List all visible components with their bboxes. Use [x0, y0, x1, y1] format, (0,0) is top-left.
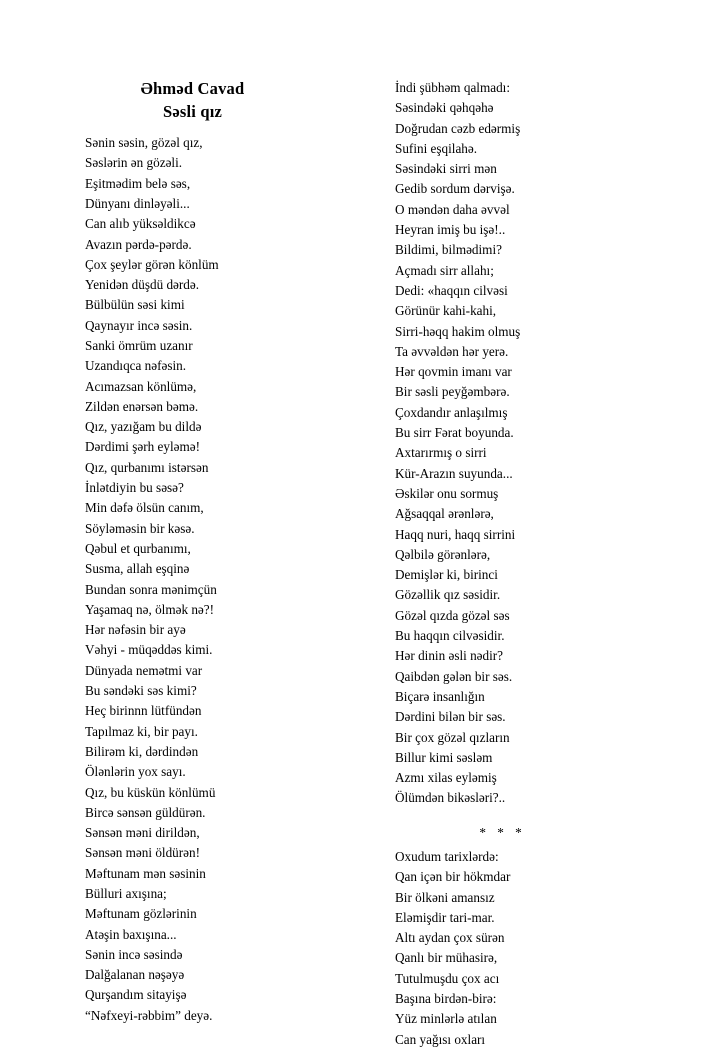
verse-line: Sənin səsin, gözəl qız, — [85, 135, 203, 151]
verse-line: Kür-Arazın suyunda... — [395, 465, 513, 481]
verse-line: Bundan sonra mənimçün — [85, 581, 217, 597]
verse-line: O məndən daha əvvəl — [395, 201, 510, 217]
verse-line: Səsindəki sirri mən — [395, 161, 497, 177]
verse-line: Bu haqqın cilvəsidir. — [395, 628, 505, 644]
verse-line: Ta əvvəldən hər yerə. — [395, 343, 509, 359]
verse-line: Oxudum tarixlərdə: — [395, 848, 499, 864]
verse-line: Acımazsan könlümə, — [85, 378, 197, 394]
verse-line: Eşitmədim belə səs, — [85, 175, 191, 191]
verse-line: Səsindəki qəhqəhə — [395, 100, 494, 116]
verse-line: Can yağısı oxları — [395, 1031, 486, 1047]
verse-line: Dedi: «haqqın cilvəsi — [395, 282, 508, 298]
verse-line: Bilirəm ki, dərdindən — [85, 743, 199, 759]
verse-line: Hər dinin əsli nədir? — [395, 648, 504, 664]
verse-line: Bir səsli peyğəmbərə. — [395, 384, 510, 400]
verse-line: Bülbülün səsi kimi — [85, 297, 185, 313]
verse-line: Bülluri axışına; — [85, 886, 167, 901]
verse-line: Bir ölkəni amansız — [395, 889, 495, 905]
verse-line: Min dəfə ölsün canım, — [85, 500, 204, 516]
verse-line: Uzandıqca nəfəsin. — [85, 358, 187, 374]
verse-line: Heç birinnn lütfündən — [85, 703, 202, 719]
verse-line: Eləmişdir tari-mar. — [395, 909, 495, 925]
verse-line: Zildən enərsən bəmə. — [85, 398, 199, 414]
verse-line: Sufini eşqilahə. — [395, 140, 478, 156]
verse-line: Qanlı bir mühasirə, — [395, 950, 498, 966]
verse-line: Axtarırmış o sirri — [395, 445, 487, 461]
verse-line: Yenidən düşdü dərdə. — [85, 277, 200, 293]
verse-line: Doğrudan cəzb edərmiş — [395, 120, 521, 136]
left-column-verse — [85, 133, 335, 1026]
title-block — [85, 78, 300, 125]
verse-line: Altı aydan çox sürən — [395, 930, 505, 946]
verse-line: İnlətdiyin bu səsə? — [85, 480, 184, 496]
verse-line: Can alıb yüksəldikcə — [85, 216, 196, 232]
verse-line: Demişlər ki, birinci — [395, 567, 498, 583]
verse-line: Bu səndəki səs kimi? — [85, 683, 197, 699]
verse-line: Gedib sordum dərvişə. — [395, 181, 515, 197]
verse-line: Yüz minlərlə atılan — [395, 1011, 497, 1027]
verse-line: Biçarə insanlığın — [395, 688, 485, 704]
verse-line: Susma, allah eşqinə — [85, 561, 190, 577]
verse-line: “Nəfxeyi-rəbbim” deyə. — [85, 1007, 213, 1023]
author-name: Əhməd Cavad — [140, 79, 245, 98]
verse-line: Qəbul et qurbanımı, — [85, 540, 191, 556]
verse-line: Əskilər onu sormuş — [395, 485, 499, 501]
verse-line: Heyran imiş bu işə!.. — [395, 222, 506, 238]
verse-line: Qaynayır incə səsin. — [85, 317, 193, 333]
verse-line: Avazın pərdə-pərdə. — [85, 236, 192, 252]
right-column-verse-part2 — [395, 847, 645, 1050]
verse-line: Sənsən məni öldürən! — [85, 845, 200, 861]
verse-line: Sanki ömrüm uzanır — [85, 337, 193, 353]
verse-line: Billur kimi səsləm — [395, 749, 493, 765]
verse-line: Atəşin baxışına... — [85, 926, 177, 942]
verse-line: Sənin incə səsində — [85, 946, 183, 962]
verse-line: Vəhyi - müqəddəs kimi. — [85, 642, 213, 658]
verse-line: Qurşandım sitayişə — [85, 987, 187, 1003]
section-separator: * * * — [479, 824, 526, 840]
verse-line: Dünyanı dinləyəli... — [85, 195, 190, 211]
verse-line: Tutulmuşdu çox acı — [395, 970, 500, 986]
verse-line: Söyləməsin bir kəsə. — [85, 520, 195, 536]
verse-line: Qız, bu küskün könlümü — [85, 784, 216, 800]
verse-line: Məftunam mən səsinin — [85, 865, 206, 881]
right-column-verse-part1 — [395, 78, 645, 809]
verse-line: Ağsaqqal ərənlərə, — [395, 506, 494, 522]
verse-line: Hər qovmin imanı var — [395, 364, 512, 380]
verse-line: Haqq nuri, haqq sirrini — [395, 526, 516, 542]
verse-line: Dərdini bilən bir səs. — [395, 709, 506, 725]
verse-line: Bir çox gözəl qızların — [395, 729, 510, 745]
verse-line: Azmı xilas eyləmiş — [395, 770, 497, 786]
verse-line: Ölümdən bikəsləri?.. — [395, 790, 506, 806]
verse-line: Qız, qurbanımı istərsən — [85, 459, 209, 475]
poem-title: Səsli qız — [162, 102, 223, 122]
verse-line: Bildimi, bilmədimi? — [395, 242, 502, 258]
verse-line: Tapılmaz ki, bir payı. — [85, 723, 198, 739]
verse-line: Çox şeylər görən könlüm — [85, 256, 219, 272]
verse-line: Dalğalanan nəşəyə — [85, 967, 185, 983]
verse-line: İndi şübhəm qalmadı: — [395, 80, 511, 95]
verse-line: Dünyada nemətmi var — [85, 662, 203, 678]
verse-line: Qəlbilə görənlərə, — [395, 546, 491, 562]
verse-line: Gözəl qızda gözəl səs — [395, 607, 510, 623]
verse-line: Qız, yazığam bu dildə — [85, 419, 202, 435]
verse-line: Qaibdən gələn bir səs. — [395, 668, 513, 684]
verse-line: Hər nəfəsin bir ayə — [85, 622, 186, 638]
two-column-layout — [85, 78, 645, 1050]
verse-line: Qan içən bir hökmdar — [395, 869, 511, 885]
left-column — [85, 78, 335, 1026]
verse-line: Sənsən məni dirildən, — [85, 825, 200, 841]
verse-line: Bu sirr Fərat boyunda. — [395, 425, 514, 441]
verse-line: Çoxdandır anlaşılmış — [395, 404, 508, 420]
verse-line: Səslərin ən gözəli. — [85, 155, 183, 171]
verse-line: Bircə sənsən güldürən. — [85, 804, 206, 820]
verse-line: Açmadı sirr allahı; — [395, 262, 494, 278]
verse-line: Sirri-həqq hakim olmuş — [395, 323, 521, 339]
verse-line: Başına birdən-birə: — [395, 991, 497, 1007]
verse-line: Yaşamaq nə, ölmək nə?! — [85, 601, 215, 617]
verse-line: Gözəllik qız səsidir. — [395, 587, 501, 603]
verse-line: Dərdimi şərh eyləmə! — [85, 439, 200, 455]
verse-line: Məftunam gözlərinin — [85, 906, 197, 922]
verse-line: Görünür kahi-kahi, — [395, 303, 497, 319]
right-column — [387, 78, 645, 1050]
verse-line: Ölənlərin yox sayı. — [85, 764, 186, 780]
